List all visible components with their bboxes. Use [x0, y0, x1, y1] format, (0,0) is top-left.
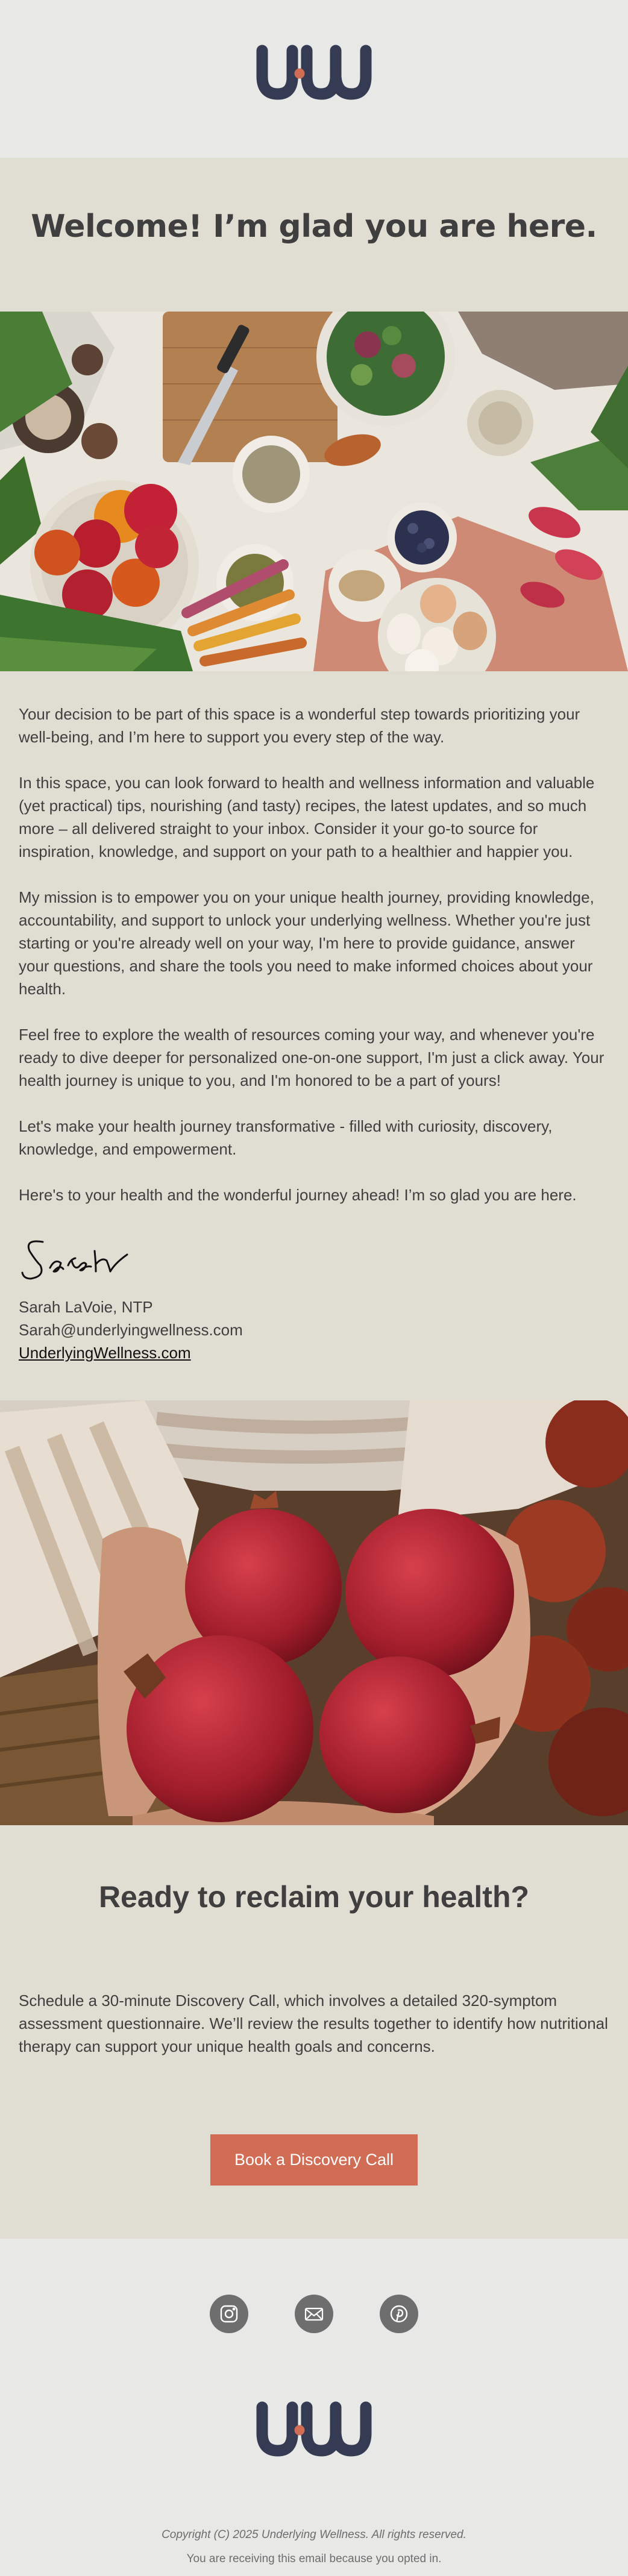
- letter-paragraph: In this space, you can look forward to health and wellness information and valuable (yet practical) tips, nourishing (and tasty) recipes, the latest updates, and so much more – all delivered straight to your inbox. Consider it your go-to source for inspiration, knowledge, and support on your path to a healthier and happier you.: [19, 774, 595, 860]
- copyright-text: Copyright (C) 2025 Underlying Wellness. All rights reserved.: [162, 2528, 466, 2541]
- brand-logo[interactable]: [254, 43, 374, 104]
- letter-paragraph: My mission is to empower you on your unique health journey, providing knowledge, accountability, and support to unlock your underlying wellness. Whether you're just starting or you're already well on your way, I'm here to provide guidance, answer your questions, and share the tools you need to make informed choices about your health.: [19, 888, 594, 998]
- cta-section: [0, 1825, 628, 2239]
- signer-email: Sarah@underlyingwellness.com: [19, 1321, 243, 1339]
- welcome-letter: [0, 671, 628, 1400]
- cta-description: Schedule a 30-minute Discovery Call, which involves a detailed 320-symptom assessment questionnaire. We’ll review the results together to identify how nutritional therapy can support your unique health goals and concerns.: [19, 1992, 608, 2055]
- pomegranate-image: [0, 1400, 628, 1825]
- mail-icon[interactable]: [295, 2295, 333, 2333]
- pinterest-icon[interactable]: [380, 2295, 418, 2333]
- letter-paragraph: Feel free to explore the wealth of resources coming your way, and whenever you're ready to dive deeper for personalized one-on-one support, I'm just a click away. Your health journey is unique to you, and I'm honored to be a part of yours!: [19, 1026, 604, 1089]
- letter-paragraph: Let's make your health journey transformative - filled with curiosity, discovery, knowledge, and empowerment.: [19, 1117, 553, 1158]
- website-link[interactable]: UnderlyingWellness.com: [19, 1344, 191, 1362]
- social-links: [0, 2295, 628, 2333]
- letter-paragraph: Here's to your health and the wonderful journey ahead! I’m so glad you are here.: [19, 1186, 577, 1204]
- welcome-band: [0, 158, 628, 312]
- instagram-icon[interactable]: [210, 2295, 248, 2333]
- hero-food-image: [0, 312, 628, 671]
- pomegranates-illustration: [0, 1400, 628, 1825]
- welcome-title: Welcome! I’m glad you are here.: [31, 208, 597, 245]
- email-footer: [0, 2239, 628, 2575]
- email-header: [0, 0, 628, 158]
- signer-name: Sarah LaVoie, NTP: [19, 1298, 153, 1316]
- optin-notice: You are receiving this email because you opted in.: [186, 2552, 442, 2565]
- handwritten-signature: [19, 1221, 145, 1287]
- signature-block: [19, 1296, 609, 1364]
- footer-logo[interactable]: [254, 2400, 374, 2460]
- book-discovery-call-button[interactable]: Book a Discovery Call: [210, 2134, 418, 2186]
- cta-title: Ready to reclaim your health?: [98, 1880, 530, 1914]
- vegetables-illustration: [0, 312, 628, 671]
- letter-paragraph: Your decision to be part of this space is a wonderful step towards prioritizing your well-being, and I’m here to support you every step of the way.: [19, 705, 580, 746]
